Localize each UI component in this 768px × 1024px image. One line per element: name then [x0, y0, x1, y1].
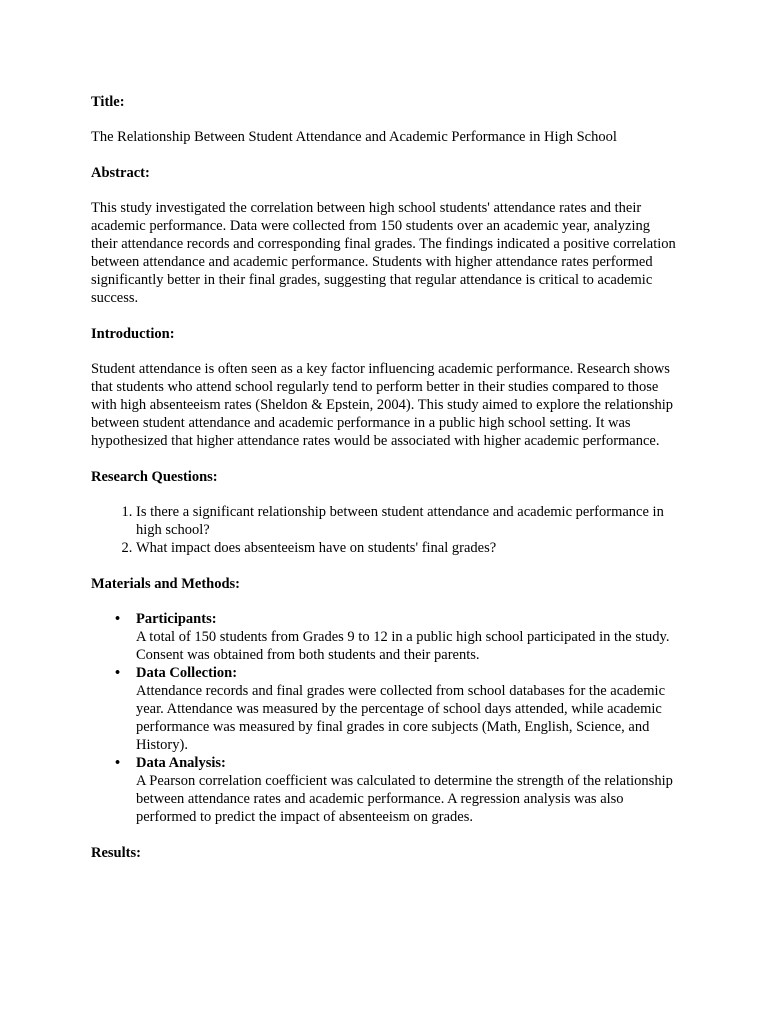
research-question-item: 1. Is there a significant relationship between student attendance and academic performance in high school?	[136, 503, 678, 539]
abstract-text: This study investigated the correlation between high school students' attendance rates and their academic performance. Data were collected from 150 students over an academic year, analyzing their attendance records and corresponding final grades. The findings indicated a positive correlation between attendance and academic performance. Students with higher attendance rates performed significantly better in their final grades, suggesting that regular attendance is critical to academic success.	[91, 200, 676, 306]
methods-item-label: Data Collection:	[136, 665, 238, 681]
results-heading: Results:	[91, 845, 141, 861]
title-text: The Relationship Between Student Attendance and Academic Performance in High School	[91, 129, 617, 145]
bullet-icon: •	[115, 611, 121, 627]
methods-item-label: Participants:	[136, 611, 217, 627]
methods-item-text: A total of 150 students from Grades 9 to 12 in a public high school participated in the study. Consent was obtained from both students and their parents.	[136, 629, 670, 663]
research-question-item: 2. What impact does absenteeism have on students' final grades?	[136, 539, 678, 557]
title-heading: Title:	[91, 94, 125, 110]
methods-item-text: A Pearson correlation coefficient was calculated to determine the strength of the relationship between attendance rates and academic performance. A regression analysis was also performed to predict the impact of absenteeism on grades.	[136, 773, 673, 825]
bullet-icon: •	[115, 755, 121, 771]
bullet-icon: •	[115, 665, 121, 681]
methods-heading: Materials and Methods:	[91, 576, 241, 592]
methods-list	[91, 610, 678, 826]
methods-item-data-collection	[115, 664, 678, 754]
research-questions-list	[91, 503, 678, 557]
abstract-heading: Abstract:	[91, 165, 150, 181]
introduction-text: Student attendance is often seen as a key factor influencing academic performance. Research shows that students who attend school regularly tend to perform better in their studies compared to those with high absenteeism rates (Sheldon & Epstein, 2004). This study aimed to explore the relationship between student attendance and academic performance in a public high school setting. It was hypothesized that higher attendance rates would be associated with higher academic performance.	[91, 361, 674, 449]
methods-item-data-analysis	[115, 754, 678, 826]
research-questions-heading: Research Questions:	[91, 469, 218, 485]
methods-item-participants	[115, 610, 678, 664]
introduction-heading: Introduction:	[91, 326, 175, 342]
methods-item-label: Data Analysis:	[136, 755, 226, 771]
methods-item-text: Attendance records and final grades were collected from school databases for the academic year. Attendance was measured by the percentage of school days attended, while academic performance was measured by final grades in core subjects (Math, English, Science, and History).	[136, 683, 666, 753]
